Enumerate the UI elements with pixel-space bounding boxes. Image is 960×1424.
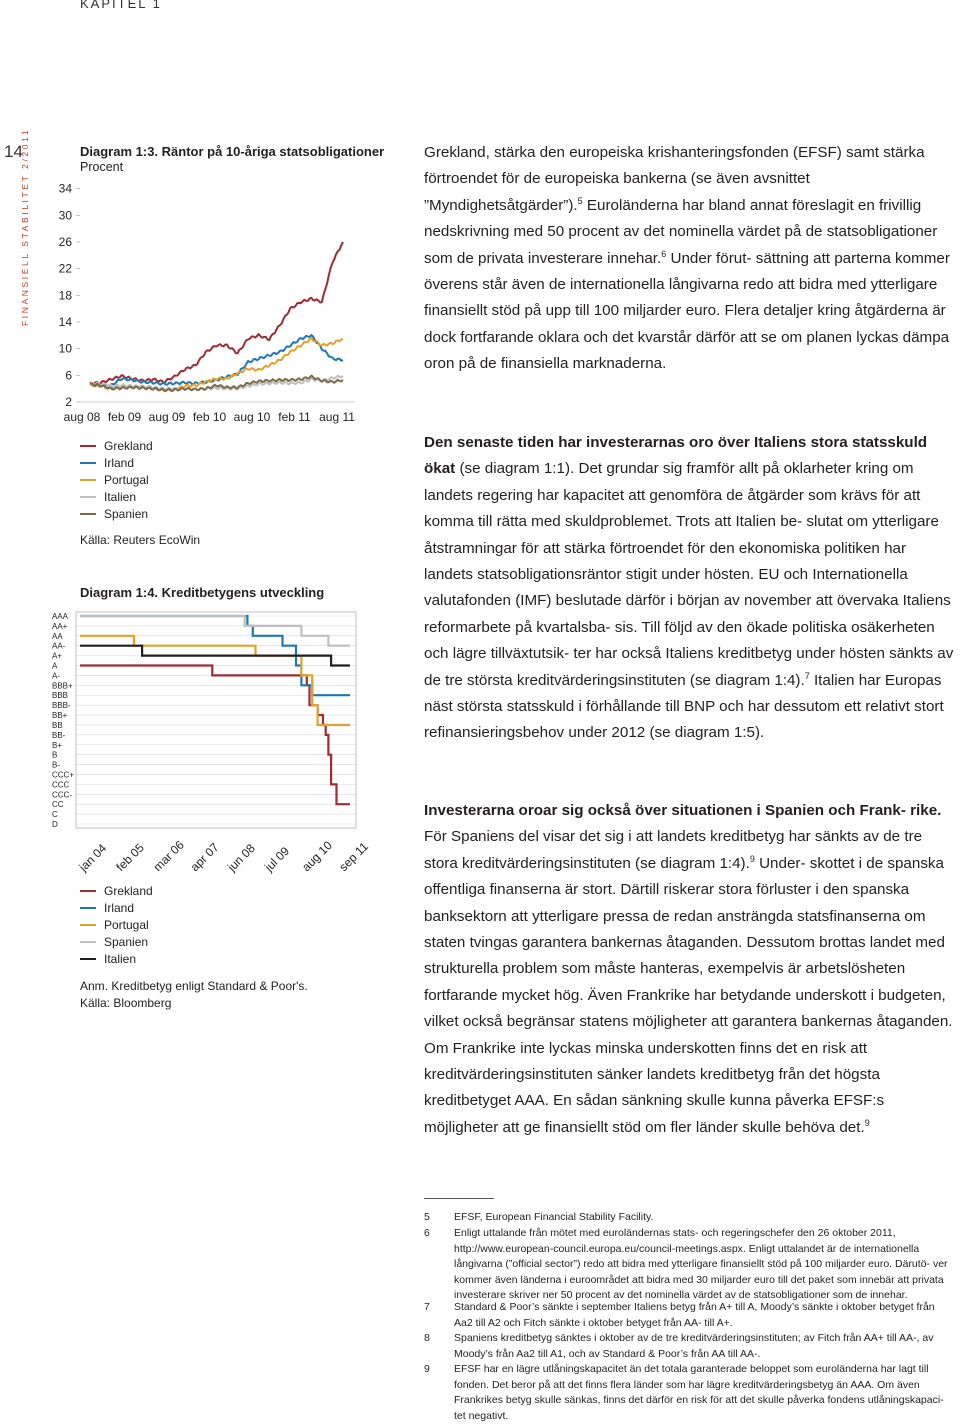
y-tick-label: 30	[58, 208, 72, 223]
x-tick-label: jul 09	[261, 843, 293, 875]
rating-label: A	[52, 661, 58, 671]
diagram13-legend	[80, 437, 153, 522]
legend-swatch	[80, 479, 96, 481]
legend-label: Irland	[104, 900, 135, 915]
rating-label: D	[52, 820, 58, 829]
rating-label: B	[52, 750, 58, 760]
x-tick-label: aug 10	[299, 838, 335, 875]
diagram14-legend	[80, 882, 153, 967]
diagram13-source: Källa: Reuters EcoWin	[80, 533, 201, 547]
x-tick-label: jun 08	[224, 841, 258, 875]
diagram14-source: Källa: Bloomberg	[80, 996, 172, 1010]
legend-label: Irland	[104, 455, 135, 470]
paragraph-1: Grekland, stärka den europeiska krishanteringsfonden (EFSF) samt stärka förtroendet för de europeiska bankerna (se även avsnittet ”Myndighetsåtgärder”).$^5$ Euroländerna har bland annat föreslagit en frivillig nedskrivning med 50 procent av det nominella värdet på de statsobligationer som de privata investerare innehar.$^6$ Under förut- sättning att parterna kommer överens står även de internationella långivarna redo att bidra med ytterligare finansiellt stöd på upp till 100 miljarder euro. Flera detaljer kring åtgärderna är dock fortfarande oklara och det kvarstår därför att se om planen lyckas dämpa oron på de finansiella marknaderna.	[424, 144, 950, 373]
legend-item-irland	[80, 899, 153, 916]
rating-label: C	[52, 810, 58, 820]
legend-label: Portugal	[104, 472, 149, 487]
series-portugal	[80, 636, 350, 725]
rating-label: BBB-	[52, 701, 71, 711]
legend-item-irland	[80, 454, 153, 471]
legend-swatch	[80, 445, 96, 447]
legend-swatch	[80, 924, 96, 926]
plot-frame	[76, 612, 356, 828]
x-tick-label: feb 10	[192, 410, 227, 424]
x-tick-label: aug 10	[233, 410, 271, 424]
rating-label: AAA	[52, 612, 69, 621]
diagram14-title: Diagram 1:4. Kreditbetygens utveckling	[80, 585, 325, 600]
footnote-6: 6 Enligt uttalande från mötet med euroländernas stats- och regeringschefer den 26 oktober 2011, http://www.european-council.europa.eu/council-meetings.aspx. Enligt uttalandet är de internationella långivarna (”official sector”) redo att bidra med ytterligare finansiellt stöd på 100 miljarder euro. Därutö- ver kommer även länderna i euroområdet att bidra med 30 miljarder euro till det paket som innebär att privata investerare skriver ner 50 procent av det nominella värdet av de statsobligationer som de innehar.	[424, 1227, 948, 1301]
footnote-rule	[424, 1198, 494, 1199]
rating-label: B-	[52, 760, 60, 770]
x-tick-label: feb 11	[278, 410, 311, 424]
legend-label: Spanien	[104, 506, 149, 521]
x-tick-label: mar 06	[150, 837, 187, 875]
legend-item-spanien	[80, 505, 153, 522]
x-tick-label: apr 07	[187, 840, 222, 875]
y-tick-label: 6	[65, 368, 72, 383]
x-tick-label: feb 05	[113, 840, 147, 875]
legend-swatch	[80, 907, 96, 909]
diagram14-chart	[44, 608, 371, 878]
legend-item-grekland	[80, 882, 153, 899]
rating-label: BB+	[52, 711, 68, 721]
x-tick-label: aug 11	[319, 410, 355, 424]
diagram13-title: Diagram 1:3. Räntor på 10-åriga statsobligationer	[80, 144, 385, 159]
paragraph-3: Investerarna oroar sig också över situationen i Spanien och Frank- rike. För Spaniens del visar det sig i att landets kreditbetyg har sänkts av de tre stora kreditvärderingsinstituten (se diagram 1:4).$^9$ Under- skottet i de spanska offentliga finanserna är stort. Därtill riskerar stora förluster i den spanska banksektorn att ytterligare pressa de redan ansträngda statsfinanserna om staten tvingas garantera bankernas åtaganden. Dessutom brottas landet med strukturella problem som måste hanteras, exempelvis är arbetslösheten fortfarande mycket hög. Även Frankrike har betydande underskott i budgeten, vilket också begränsar statens möjligheter att garantera bankernas åtaganden. Om Frankrike inte lyckas minska underskotten finns det en risk att kreditvärderingsinstituten sänker landets kreditbetyg från det högsta kreditbetyget AAA. En sådan sänkning skulle kunna påverka EFSF:s möjligheter att ge finansiellt stöd om fler länder skulle behöva det.$^9$	[424, 802, 953, 1136]
paragraph-2: Den senaste tiden har investerarnas oro över Italiens stora statsskuld ökat (se diagram 1:1). Det grundar sig framför allt på oklarheter kring om landets regering har kapacitet att genomföra de åtgärder som krävs för att komma till rätta med skuldproblemet. Trots att Italien be- slutat om ytterligare åtstramningar för att stärka förtroendet för den ekonomiska politiken har landets statsobligationsräntor stigit under hösten. EU och Internationella valutafonden (IMF) beslutade därför i början av november att övervaka Italiens reformarbete på kvartalsba- sis. Till följd av den ökade politiska osäkerheten och lägre tillväxtutsik- ter har också Italiens kreditbetyg under hösten sänkts av de tre största kreditvärderingsinstituten (se diagram 1:4).$^7$ Italien har Europas näst största statsskuld i förhållande till BNP och har dessutom ett relativt stort refinansieringsbehov under 2012 (se diagram 1:5).	[424, 434, 954, 742]
y-tick-label: 2	[65, 395, 72, 409]
x-tick-label: aug 08	[63, 410, 101, 424]
legend-label: Portugal	[104, 917, 149, 932]
chapter-label: KAPITEL 1	[80, 0, 162, 11]
legend-label: Grekland	[104, 883, 153, 898]
rating-label: BBB+	[52, 681, 73, 691]
legend-swatch	[80, 958, 96, 960]
diagram13-unit: Procent	[80, 160, 124, 174]
series-grekland	[90, 242, 343, 384]
y-tick-label: 34	[58, 181, 72, 196]
legend-item-spanien	[80, 933, 153, 950]
legend-swatch	[80, 513, 96, 515]
rating-label: CCC-	[52, 790, 72, 800]
rating-label: BBB	[52, 691, 69, 701]
legend-swatch	[80, 941, 96, 943]
publication-label: FINANSIELL STABILITET 2/2011	[20, 127, 30, 326]
diagram13-chart	[50, 170, 360, 430]
rating-label: CCC+	[52, 770, 75, 780]
legend-item-italien	[80, 488, 153, 505]
legend-item-portugal	[80, 471, 153, 488]
legend-label: Italien	[104, 951, 137, 966]
rating-label: A+	[52, 651, 63, 661]
x-tick-label: jan 04	[76, 841, 110, 875]
footnote-7: 7 Standard & Poor’s sänkte i september Italiens betyg från A+ till A, Moody’s sänkte i oktober betyget från Aa2 till A2 och Fitch sänkte i oktober betyget från AA- till A+.	[424, 1301, 935, 1329]
rating-label: AA+	[52, 621, 68, 631]
legend-swatch	[80, 462, 96, 464]
rating-label: CC	[52, 800, 64, 810]
footnote-9: 9 EFSF har en lägre utlåningskapacitet än det totala garanterade beloppet som euroländerna har lagt till fonden. Det beror på att det finns flera länder som har lägre kreditvärderingsbetyg än AAA. Om även Frankrikes betyg skulle sänkas, finns det därför en risk för att det skulle påverka fondens utlåningskapaci- tet negativt.	[424, 1363, 944, 1422]
y-tick-label: 14	[58, 315, 72, 329]
rating-label: CCC	[52, 780, 70, 790]
rating-label: BB-	[52, 730, 66, 740]
diagram14-note: Anm. Kreditbetyg enligt Standard & Poor's.	[80, 979, 308, 993]
legend-item-grekland	[80, 437, 153, 454]
legend-label: Grekland	[104, 438, 153, 453]
footnote-8: 8 Spaniens kreditbetyg sänktes i oktober av de tre kreditvärderingsinstituten; av Fitch från AA+ till AA-, av Moody’s från Aa2 till A1, och av Standard & Poor’s från AA till AA-.	[424, 1332, 934, 1360]
legend-item-portugal	[80, 916, 153, 933]
legend-label: Italien	[104, 489, 137, 504]
y-tick-label: 22	[58, 261, 72, 276]
x-tick-label: feb 09	[107, 410, 142, 424]
legend-swatch	[80, 890, 96, 892]
footnote-5: 5 EFSF, European Financial Stability Facility.	[424, 1211, 654, 1223]
legend-label: Spanien	[104, 934, 149, 949]
legend-item-italien	[80, 950, 153, 967]
y-tick-label: 26	[58, 235, 72, 249]
series-spanien	[80, 616, 350, 646]
rating-label: BB	[52, 720, 63, 730]
x-tick-label: sep 11	[336, 839, 371, 875]
rating-label: A-	[52, 671, 60, 681]
rating-label: AA	[52, 631, 63, 641]
x-tick-label: aug 09	[148, 410, 186, 424]
y-tick-label: 18	[58, 288, 72, 303]
rating-label: B+	[52, 740, 63, 750]
legend-swatch	[80, 496, 96, 498]
page-number: 14	[4, 142, 23, 161]
rating-label: AA-	[52, 641, 66, 651]
y-tick-label: 10	[58, 341, 72, 356]
